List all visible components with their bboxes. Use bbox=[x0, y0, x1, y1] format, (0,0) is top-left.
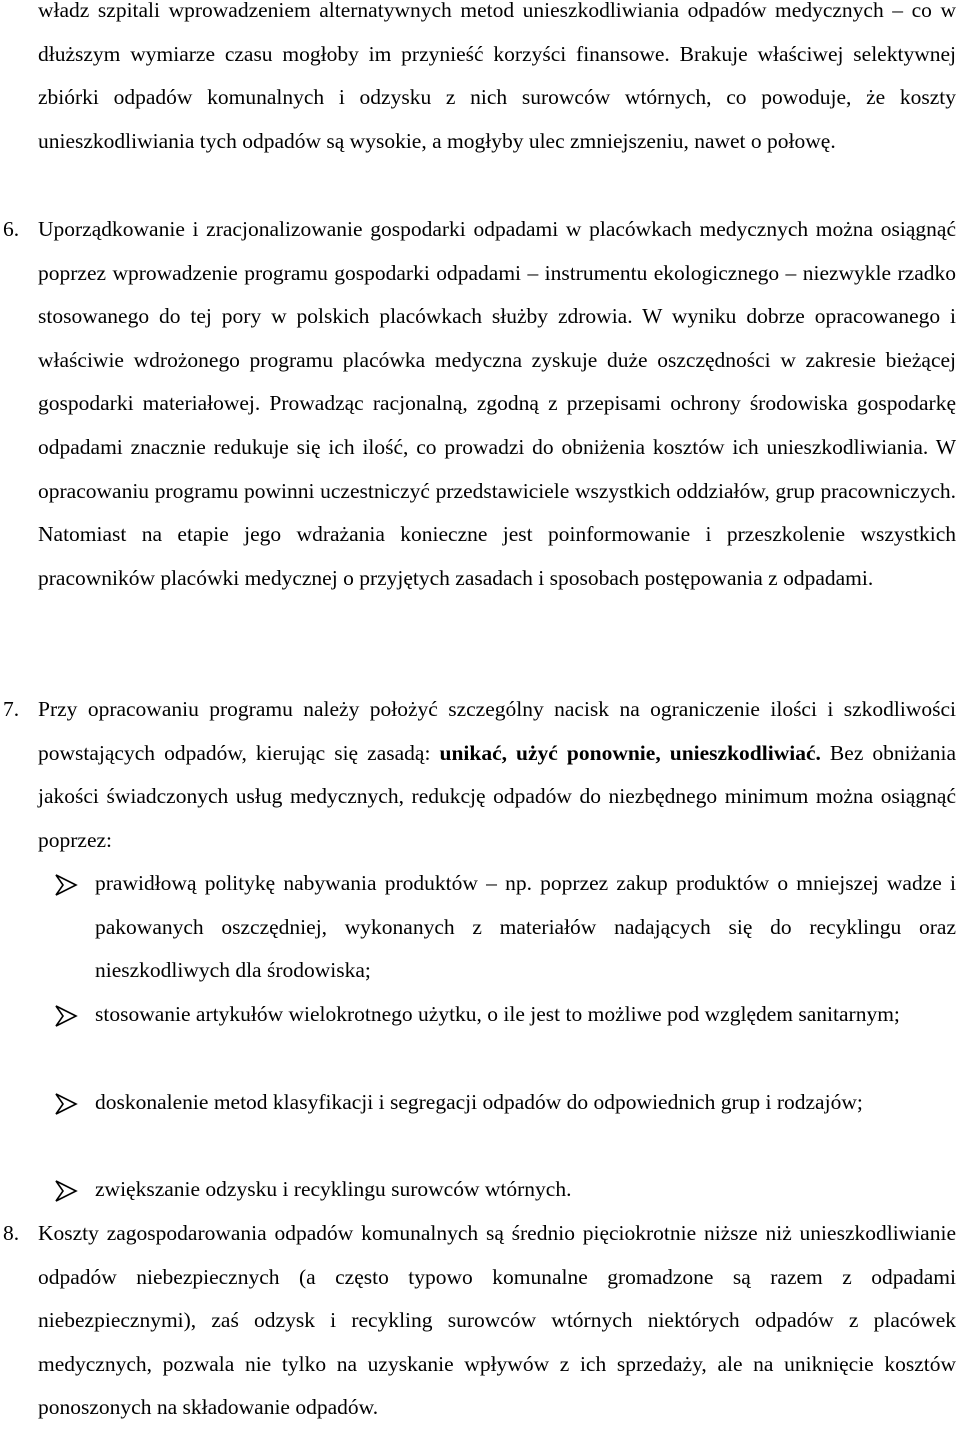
item-7-principle-bold: unikać, użyć ponownie, unieszkodliwiać. bbox=[439, 740, 821, 765]
item-8-paragraph: Koszty zagospodarowania odpadów komunalnych są średnio pięciokrotnie niższe niż unieszkodliwianie odpadów niebezpiecznych (a często typowo komunalne gromadzone są razem z odpadami niebezpiecznymi), zaś odzysk i recykling surowców wtórnych niektórych odpadów z placówek medycznych, pozwala nie tylko na uzyskanie wpływów z ich sprzedaży, ale na uniknięcie kosztów ponoszonych na składowanie odpadów. bbox=[38, 1221, 956, 1420]
arrow-bullet-icon bbox=[54, 1093, 78, 1115]
item-7-text-after: Bez obniżania jakości świadczonych usług medycznych, redukcję odpadów do niezbędnego minimum można osiągnąć poprzez: bbox=[38, 740, 956, 852]
item-number-8: 8. bbox=[3, 1221, 20, 1245]
item-7-text-before: Przy opracowaniu programu należy położyć szczególny nacisk na ograniczenie ilości i szkodliwości powstających odpadów, kierując się zasadą: bbox=[38, 697, 956, 765]
item-7-paragraph bbox=[38, 688, 956, 862]
bullet-item: doskonalenie metod klasyfikacji i segregacji odpadów do odpowiednich grup i rodzajów; bbox=[95, 1090, 863, 1114]
bullet-item: stosowanie artykułów wielokrotnego użytku, o ile jest to możliwe pod względem sanitarnym; bbox=[95, 1002, 900, 1026]
item-number-6: 6. bbox=[3, 217, 20, 241]
bullet-item: zwiększanie odzysku i recyklingu surowców wtórnych. bbox=[95, 1177, 572, 1201]
bullet-item: prawidłową politykę nabywania produktów – np. poprzez zakup produktów o mniejszej wadze i pakowanych oszczędniej, wykonanych z materiałów nadających się do recyklingu oraz nieszkodliwych dla środowiska; bbox=[95, 871, 956, 983]
arrow-bullet-icon bbox=[54, 1180, 78, 1202]
item-6-paragraph: Uporządkowanie i zracjonalizowanie gospodarki odpadami w placówkach medycznych można osiągnąć poprzez wprowadzenie programu gospodarki odpadami – instrumentu ekologicznego – niezwykle rzadko stosowanego do tej pory w polskich placówkach służby zdrowia. W wyniku dobrze opracowanego i właściwie wdrożonego programu placówka medyczna zyskuje duże oszczędności w zakresie bieżącej gospodarki materiałowej. Prowadząc racjonalną, zgodną z przepisami ochrony środowiska gospodarkę odpadami znacznie redukuje się ich ilość, co prowadzi do obniżenia kosztów ich unieszkodliwiania. W opracowaniu programu powinni uczestniczyć przedstawiciele wszystkich oddziałów, grup pracowniczych. Natomiast na etapie jego wdrażania konieczne jest poinformowanie i przeszkolenie wszystkich pracowników placówki medycznej o przyjętych zasadach i sposobach postępowania z odpadami. bbox=[38, 217, 956, 590]
arrow-bullet-icon bbox=[54, 874, 78, 896]
item-number-7: 7. bbox=[3, 697, 20, 721]
arrow-bullet-icon bbox=[54, 1005, 78, 1027]
intro-paragraph: władz szpitali wprowadzeniem alternatywnych metod unieszkodliwiania odpadów medycznych – co w dłuższym wymiarze czasu mogłoby im przynieść korzyści finansowe. Brakuje właściwej selektywnej zbiórki odpadów komunalnych i odzysku z nich surowców wtórnych, co powoduje, że koszty unieszkodliwiania tych odpadów są wysokie, a mogłyby ulec zmniejszeniu, nawet o połowę. bbox=[38, 0, 956, 153]
